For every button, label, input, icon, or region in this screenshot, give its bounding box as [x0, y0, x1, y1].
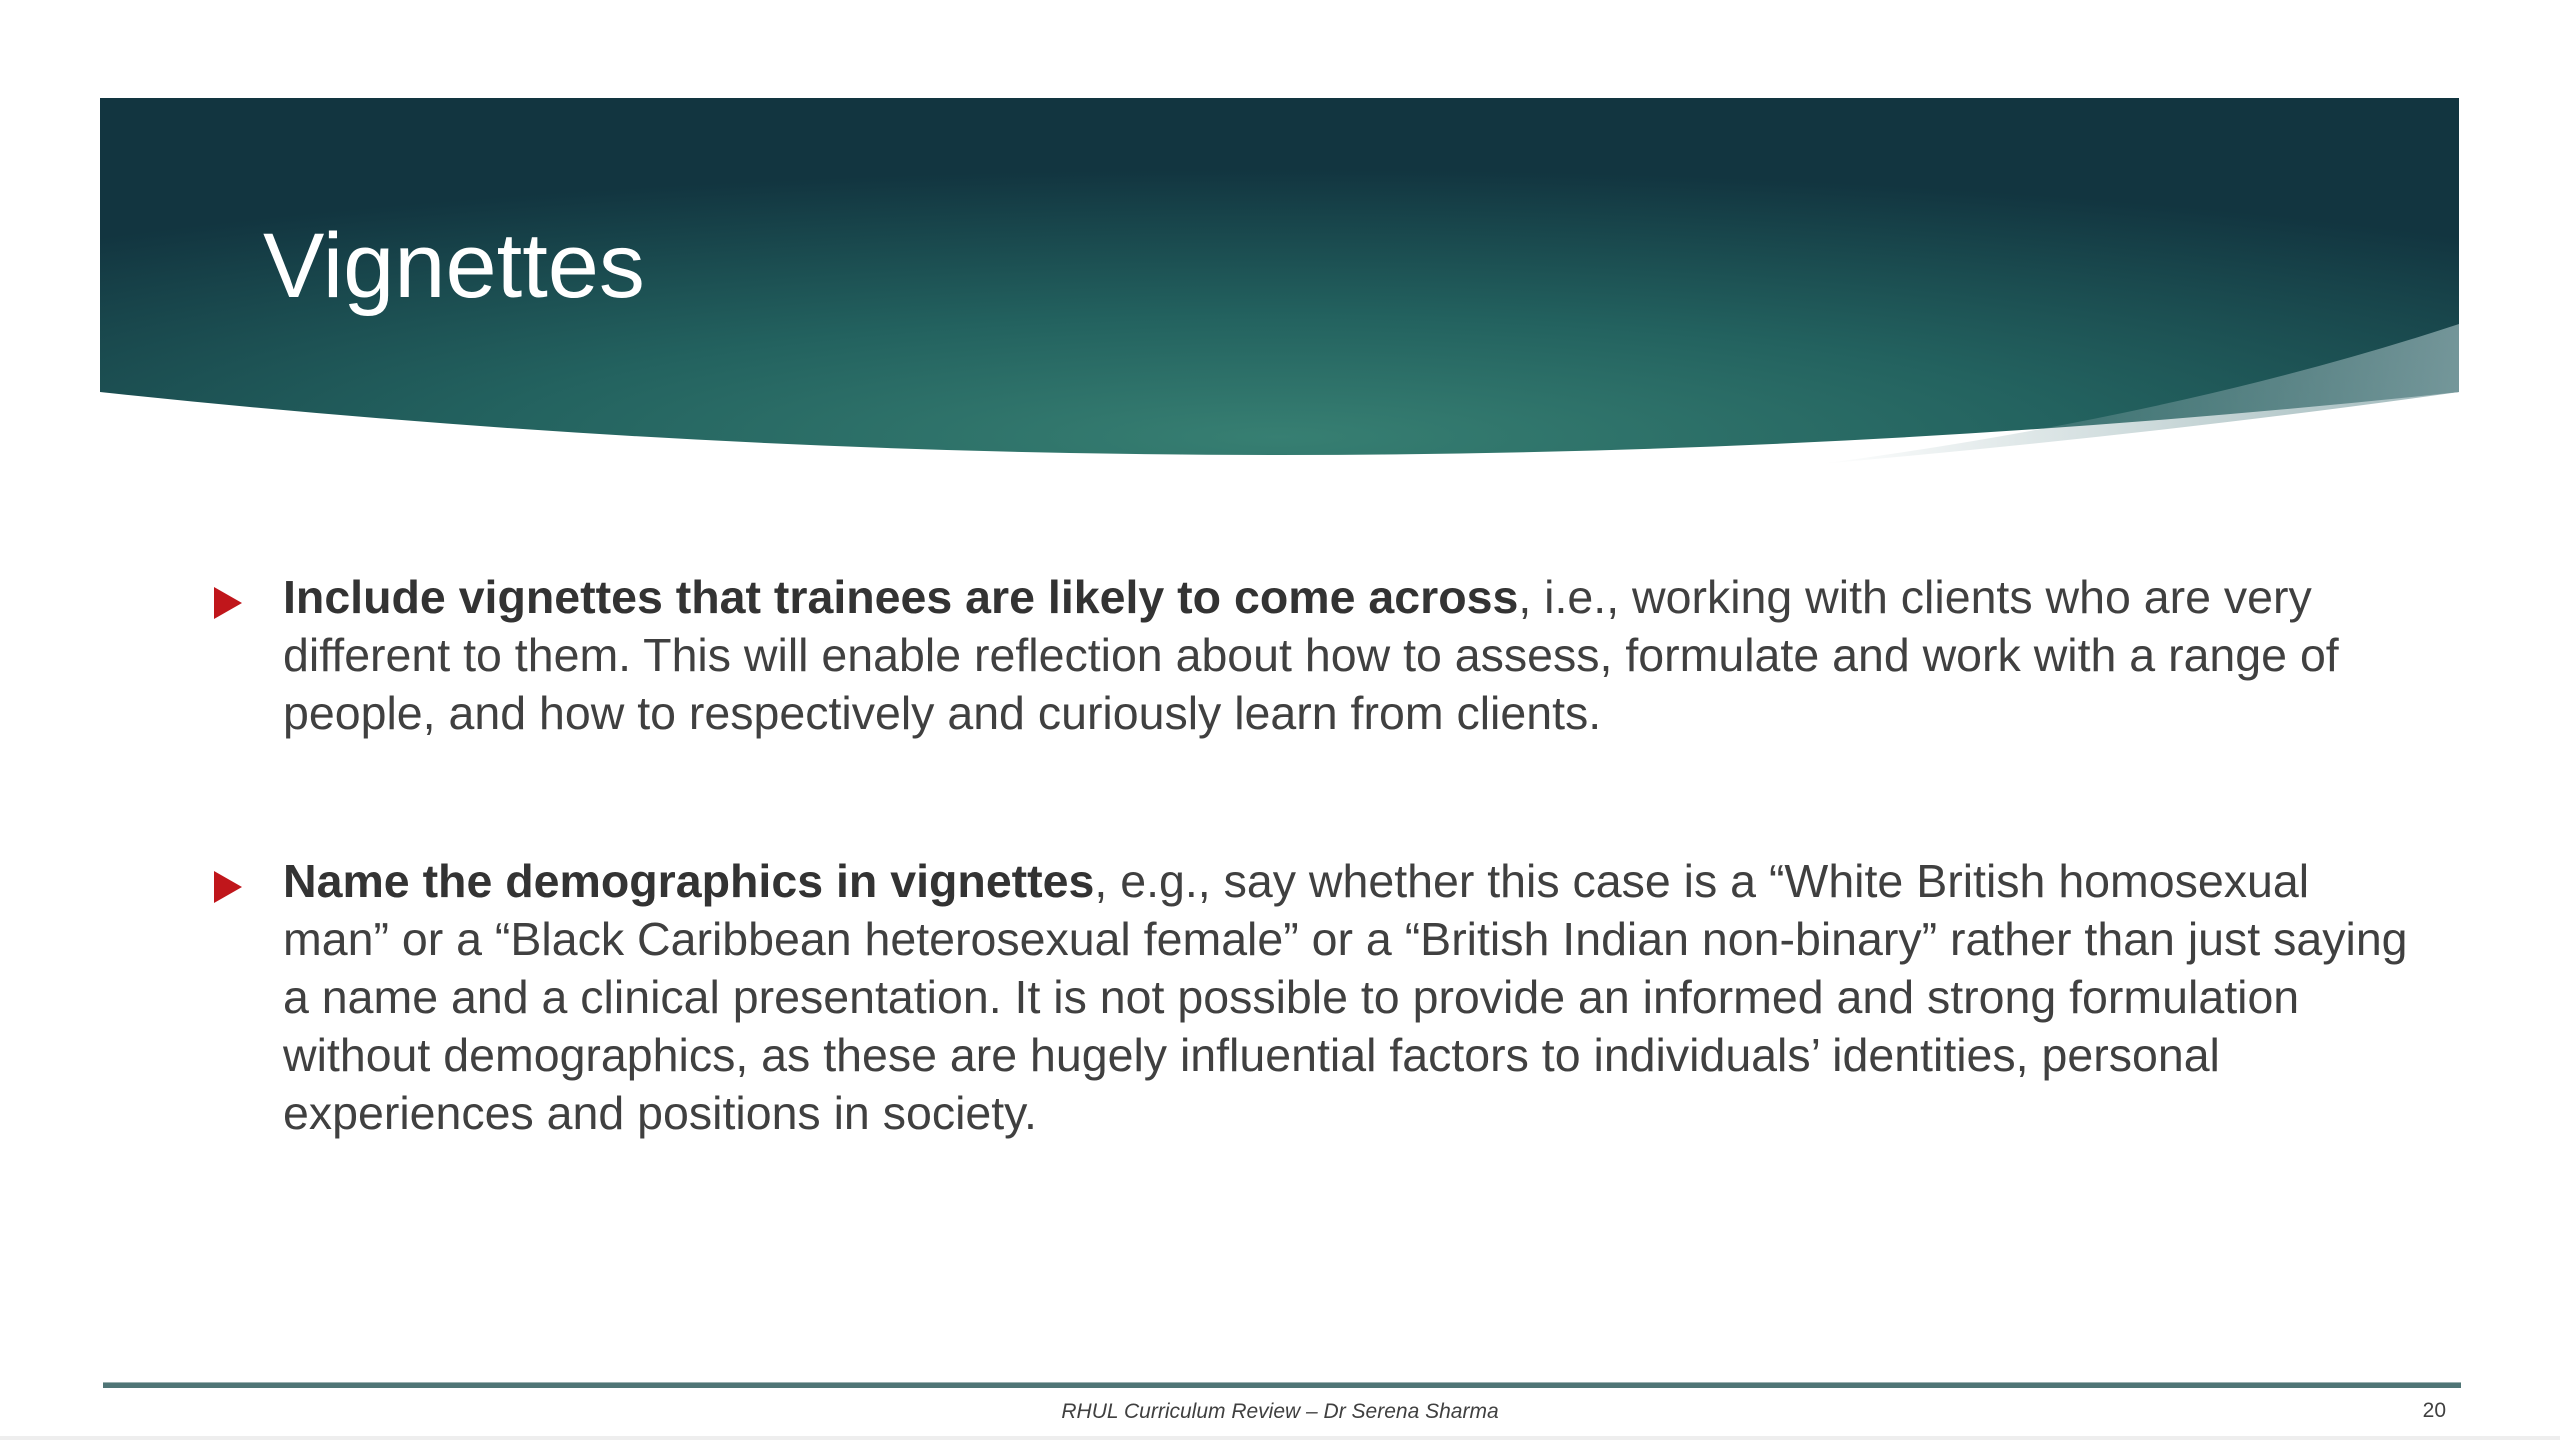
bullet-item	[210, 852, 2410, 1142]
bullet-bold-text: Include vignettes that trainees are likely to come across	[283, 571, 1519, 623]
bottom-band	[0, 1436, 2560, 1440]
bullet-text: , e.g., say whether this case is a “White British homosexual man” or a “Black Caribbean heterosexual female” or a “British Indian non-binary” rather than just saying a name and a clinical presentation. It is not possible to provide an informed and strong formulation without demographics, as these are hugely influential factors to individuals’ identities, personal experiences and positions in society.	[283, 855, 2408, 1139]
bullet-bold-text: Name the demographics in vignettes	[283, 855, 1095, 907]
bullet-list	[210, 568, 2410, 1142]
bullet-item	[210, 568, 2410, 742]
bullet-text: , i.e., working with clients who are very different to them. This will enable reflection about how to assess, formulate and work with a range of people, and how to respectively and curiously learn from clients.	[283, 571, 2339, 739]
slide-title: Vignettes	[263, 215, 645, 317]
bullet-arrow-icon	[214, 871, 242, 903]
footer-text: RHUL Curriculum Review – Dr Serena Sharma	[1061, 1400, 1499, 1423]
bullet-arrow-icon	[214, 587, 242, 619]
footer-divider	[103, 1382, 2461, 1388]
page-number: 20	[2422, 1399, 2446, 1422]
